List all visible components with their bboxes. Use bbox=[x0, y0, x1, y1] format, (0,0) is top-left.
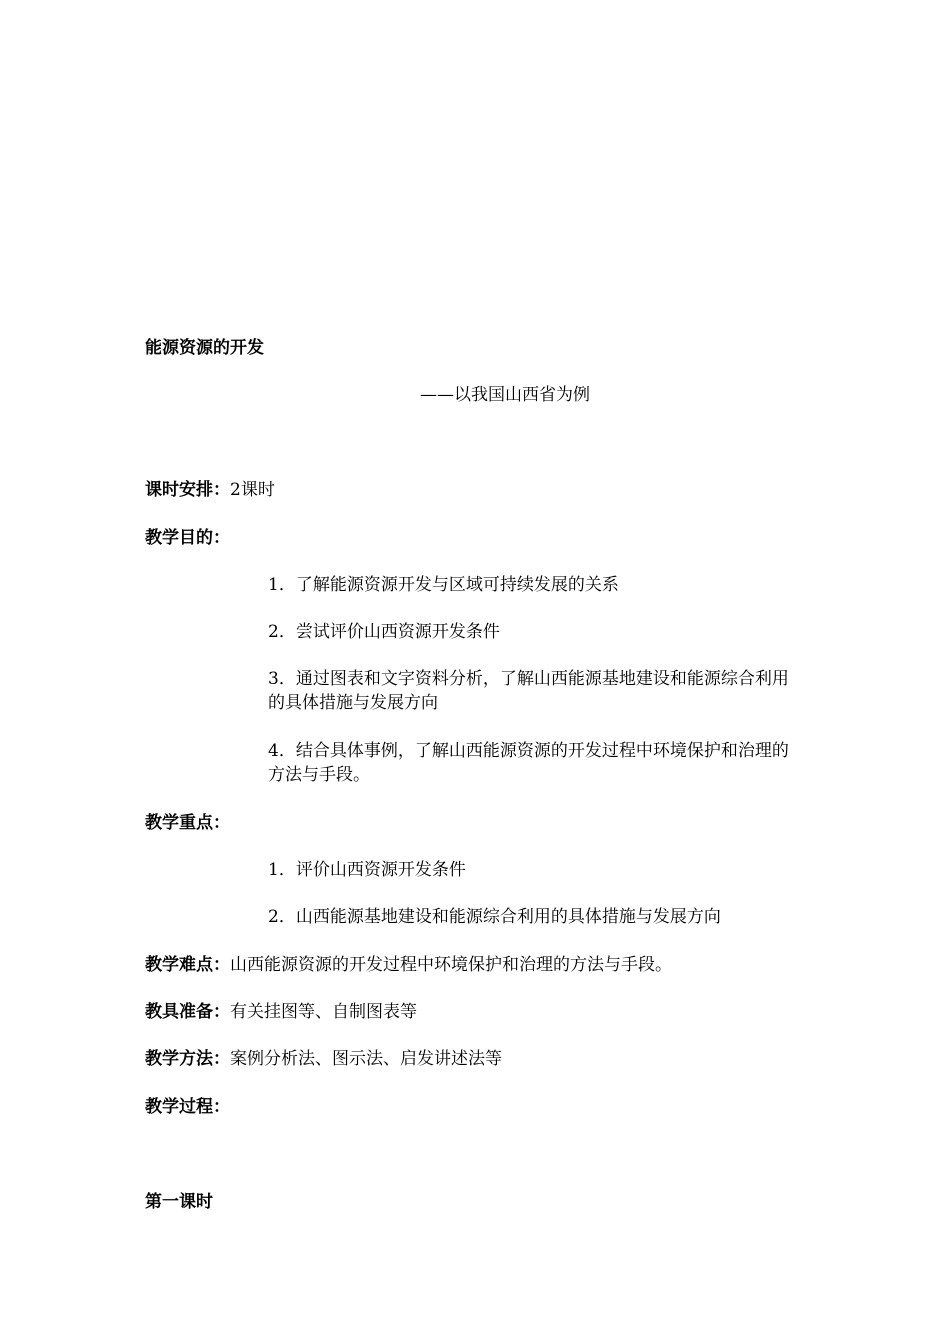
methods-label: 教学方法： bbox=[145, 1049, 230, 1069]
difficulty-line bbox=[145, 953, 672, 977]
first-lesson-heading: 第一课时 bbox=[145, 1192, 213, 1212]
schedule-value: 2课时 bbox=[230, 480, 275, 500]
difficulty-value: 山西能源资源的开发过程中环境保护和治理的方法与手段。 bbox=[230, 955, 672, 975]
tools-label: 教具准备： bbox=[145, 1002, 230, 1022]
key-points-label: 教学重点： bbox=[145, 813, 230, 833]
tools-line bbox=[145, 1000, 417, 1024]
document-title: 能源资源的开发 bbox=[145, 338, 264, 358]
objective-item-3-text: 3．通过图表和文字资料分析，了解山西能源基地建设和能源综合利用的具体措施与发展方向 bbox=[268, 669, 789, 713]
methods-line bbox=[145, 1047, 502, 1071]
objective-item-4-text: 4．结合具体事例，了解山西能源资源的开发过程中环境保护和治理的方法与手段。 bbox=[268, 741, 789, 785]
objective-item-2: 2．尝试评价山西资源开发条件 bbox=[268, 622, 500, 642]
objective-item-4 bbox=[145, 739, 805, 787]
key-point-item-1: 1．评价山西资源开发条件 bbox=[268, 860, 466, 880]
objective-item-1: 1．了解能源资源开发与区域可持续发展的关系 bbox=[268, 575, 619, 595]
schedule-line bbox=[145, 478, 275, 502]
methods-value: 案例分析法、图示法、启发讲述法等 bbox=[230, 1049, 502, 1069]
difficulty-label: 教学难点： bbox=[145, 955, 230, 975]
process-label: 教学过程： bbox=[145, 1097, 230, 1117]
tools-value: 有关挂图等、自制图表等 bbox=[230, 1002, 417, 1022]
schedule-label: 课时安排： bbox=[145, 480, 230, 500]
objective-item-3 bbox=[145, 667, 805, 715]
document-subtitle: ——以我国山西省为例 bbox=[420, 385, 590, 405]
objectives-label: 教学目的： bbox=[145, 528, 230, 548]
key-point-item-2: 2．山西能源基地建设和能源综合利用的具体措施与发展方向 bbox=[268, 907, 721, 927]
